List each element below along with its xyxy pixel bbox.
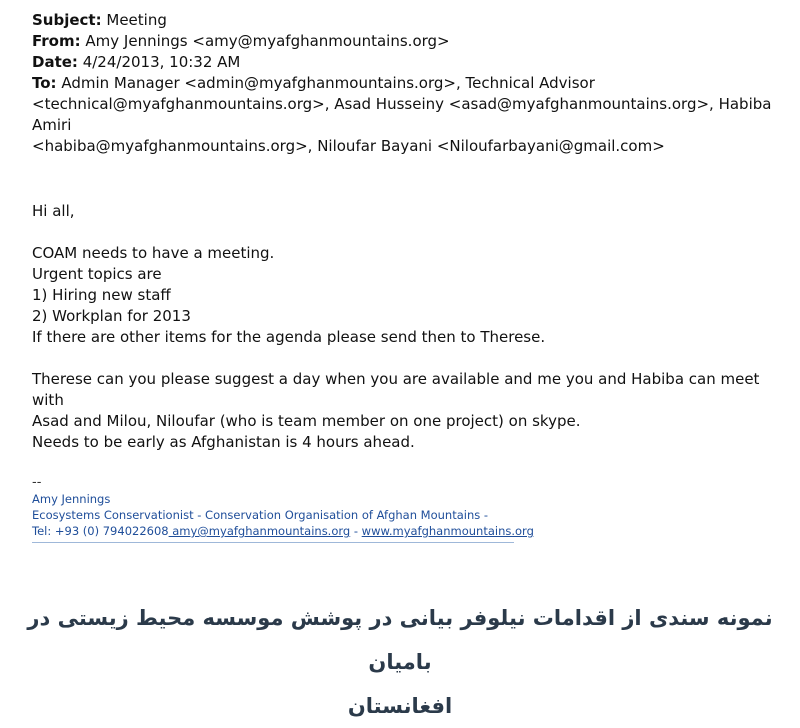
signature-separator: - xyxy=(350,524,362,538)
date-label: Date: xyxy=(32,53,78,71)
body-line: Needs to be early as Afghanistan is 4 hours ahead. xyxy=(32,433,415,451)
body-paragraph-2 xyxy=(32,369,792,453)
body-line: COAM needs to have a meeting. xyxy=(32,244,275,262)
greeting: Hi all, xyxy=(32,202,75,220)
to-line-3: <habiba@myafghanmountains.org>, Niloufar Bayani <Niloufarbayani@gmail.com> xyxy=(32,137,665,155)
to-row xyxy=(32,73,792,157)
to-label: To: xyxy=(32,74,57,92)
date-row xyxy=(32,52,792,73)
email-body xyxy=(32,201,792,453)
to-line-1: Admin Manager <admin@myafghanmountains.org>, Technical Advisor xyxy=(61,74,595,92)
signature xyxy=(32,475,792,543)
subject-value: Meeting xyxy=(106,11,167,29)
signature-dashes: -- xyxy=(32,475,42,490)
body-line: 1) Hiring new staff xyxy=(32,286,171,304)
from-row xyxy=(32,31,792,52)
signature-email-link[interactable]: amy@myafghanmountains.org xyxy=(168,524,351,538)
signature-divider xyxy=(32,542,514,543)
persian-caption xyxy=(20,596,780,728)
signature-title: Ecosystems Conservationist - Conservation Organisation of Afghan Mountains - xyxy=(32,508,489,522)
body-line: Urgent topics are xyxy=(32,265,162,283)
subject-row xyxy=(32,10,792,31)
body-line: Asad and Milou, Niloufar (who is team member on one project) on skype. xyxy=(32,412,581,430)
body-line: Therese can you please suggest a day when you are available and me you and Habiba can meet with xyxy=(32,370,760,409)
signature-tel: Tel: +93 (0) 794022608 xyxy=(32,524,169,538)
date-value: 4/24/2013, 10:32 AM xyxy=(82,53,241,71)
body-line: 2) Workplan for 2013 xyxy=(32,307,191,325)
body-line: If there are other items for the agenda please send then to Therese. xyxy=(32,328,546,346)
signature-contact xyxy=(32,523,792,539)
signature-name: Amy Jennings xyxy=(32,492,111,506)
body-paragraph-1 xyxy=(32,243,792,348)
caption-line-1: نمونه سندی از اقدامات نیلوفر بیانی در پوشش موسسه محیط زیستی در بامیان xyxy=(27,606,773,674)
signature-web-link[interactable]: www.myafghanmountains.org xyxy=(361,524,534,538)
from-label: From: xyxy=(32,32,81,50)
from-value: Amy Jennings <amy@myafghanmountains.org> xyxy=(85,32,450,50)
caption-line-2: افغانستان xyxy=(347,694,453,718)
subject-label: Subject: xyxy=(32,11,102,29)
to-line-2: <technical@myafghanmountains.org>, Asad Husseiny <asad@myafghanmountains.org>, Habiba Amiri xyxy=(32,95,772,134)
email-message xyxy=(32,10,792,543)
